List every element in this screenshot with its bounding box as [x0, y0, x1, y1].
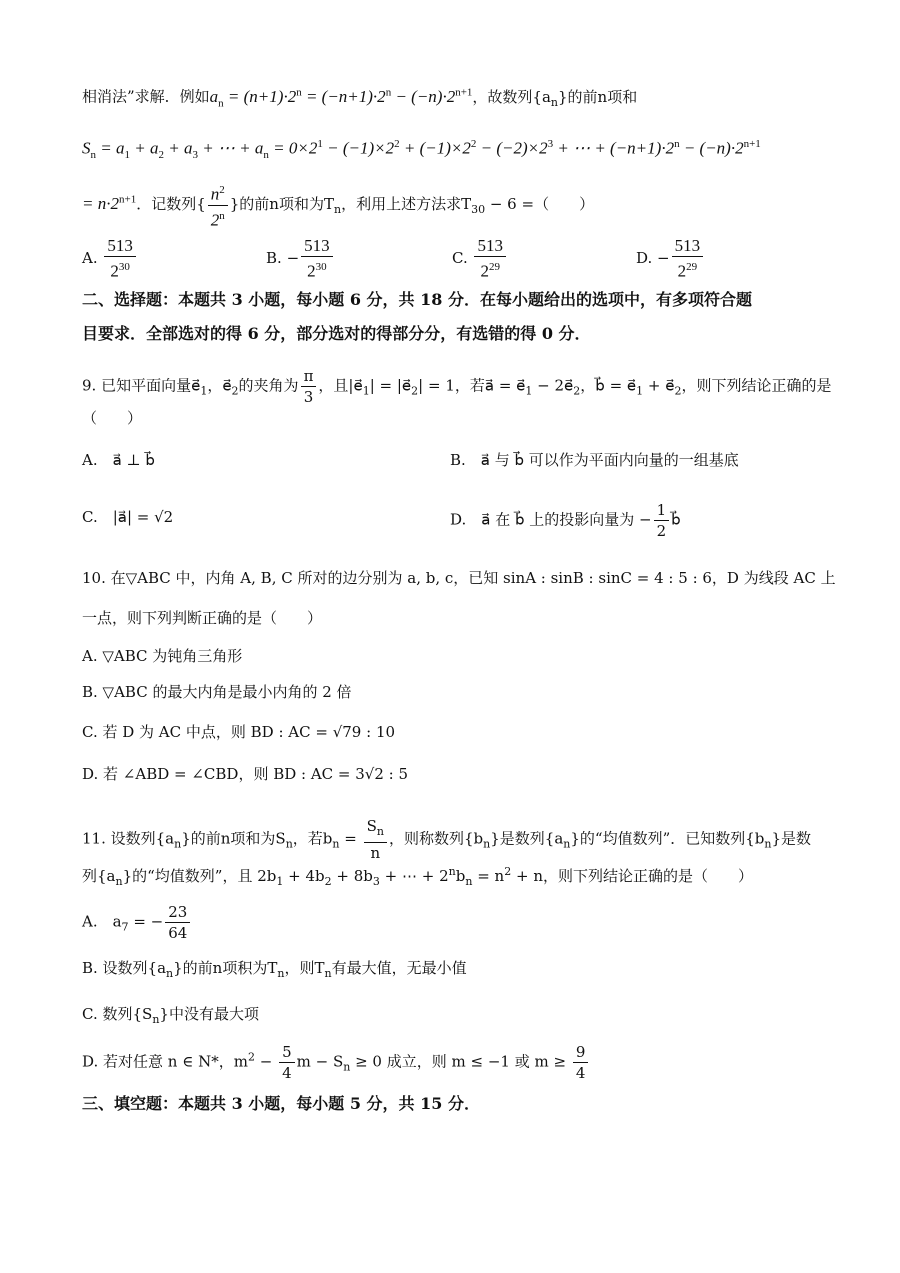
option-num: 513: [104, 236, 136, 257]
q9-option-c[interactable]: C. |a⃗| = √2: [82, 508, 174, 526]
option-den: $2^{30}$: [110, 261, 130, 281]
q8-option-b[interactable]: [266, 236, 335, 282]
q11-option-a[interactable]: A. $a_7$ = − $\frac{23}{64}$: [82, 902, 192, 943]
q9-option-d[interactable]: D. a⃗ 在 b⃗ 上的投影向量为 − $\frac{1}{2}$ b⃗: [450, 501, 681, 540]
option-num: 513: [672, 236, 704, 257]
q8-text-tail: ，故数列$\{a_n\}$的前n项和: [472, 87, 638, 109]
option-num: 513: [474, 236, 506, 257]
q9-option-b[interactable]: B. a⃗ 与 b⃗ 可以作为平面内向量的一组基底: [450, 451, 739, 469]
option-den: $2^{29}$: [677, 261, 698, 281]
option-fraction: [672, 236, 704, 282]
q10-option-a[interactable]: A. ▽ABC 为钝角三角形: [82, 647, 243, 665]
section2-heading-1: 二、选择题：本题共 3 小题，每小题 6 分，共 18 分．在每小题给出的选项中，有多项符合题: [82, 290, 752, 309]
section3-heading: 三、填空题：本题共 3 小题，每小题 5 分，共 15 分．: [82, 1094, 480, 1113]
q11-option-d[interactable]: D. 若对任意 n ∈ N*，$m^2$ − $\frac{5}{4}$ $m - S_n \ge 0$ 成立，则 m ≤ −1 或 m ≥ $\frac{9}{4}$: [82, 1042, 590, 1083]
q10-stem-2: 一点，则下列判断正确的是（ ）: [82, 609, 323, 627]
q8-text: 相消法”求解．例如: [82, 87, 210, 106]
option-den: $2^{30}$: [307, 261, 327, 281]
option-den: $2^{29}$: [480, 261, 500, 281]
q11-option-c[interactable]: C. 数列$\{S_n\}$中没有最大项: [82, 1005, 259, 1026]
q8-option-a[interactable]: [82, 236, 138, 282]
q8-text-mid: ．记数列{: [136, 195, 206, 214]
option-sign: −: [657, 248, 670, 267]
q9-stem: 9. 已知平面向量$e⃗_1$，$e⃗_2$的夹角为 $\frac{\pi}{3}$ ，且$|e⃗_1|$ = $|e⃗_2| = 1$，若a⃗ = $e⃗_1$ − $2e⃗_2$，b⃗ = $e⃗_1$ + $e⃗_2$，则下列结论正确的是: [82, 367, 832, 406]
q10-option-b[interactable]: B. ▽ABC 的最大内角是最小内角的 2 倍: [82, 683, 352, 701]
q8-formula-sn: $S_n = a_1 + a_2 + a_3$ + ⋯ + $a_n = 0\times 2^1 - (-1)\times 2^2 + (-1)\times 2^2 - (-2)\times 2^3$ + ⋯ + $(-n+1)\cdot 2^n - (-n)\cdot 2^{n+1}$: [82, 138, 761, 162]
q10-stem-1: 10. 在▽ABC 中，内角 A, B, C 所对的边分别为 a, b, c，已知 sinA : sinB : sinC = 4 : 5 : 6，D 为线段 AC 上: [82, 569, 836, 587]
q8-question: }的前n项和为$T_n$，利用上述方法求$T_{30} - 6$ =（ ）: [229, 195, 595, 217]
q11-option-b[interactable]: B. 设数列$\{a_n\}$的前n项积为$T_n$，则$T_n$有最大值，无最小值: [82, 959, 467, 980]
q10-option-d[interactable]: D. 若 ∠ABD = ∠CBD，则 BD : AC = 3√2 : 5: [82, 765, 409, 783]
option-sign: −: [286, 248, 300, 267]
q9-option-a[interactable]: A. a⃗ ⊥ b⃗: [82, 451, 155, 469]
option-num: 513: [301, 236, 333, 257]
option-label: A.: [82, 248, 103, 267]
option-fraction: [104, 236, 136, 282]
option-fraction: [301, 236, 333, 282]
option-fraction: [474, 236, 506, 282]
q10-option-c[interactable]: C. 若 D 为 AC 中点，则 BD : AC = √79 : 10: [82, 723, 396, 741]
q11-stem-2: 列$\{a_n\}$的“均值数列”，且 $2b_1 + 4b_2 + 8b_3$ + ⋯ + $2^nb_n = n^2 + n$，则下列结论正确的是（ ）: [82, 865, 753, 888]
q8-option-d[interactable]: [636, 236, 705, 282]
q8-frac-den: 2$^n$: [210, 209, 225, 230]
q8-fraction: [208, 180, 228, 230]
q11-stem-1: 11. 设数列$\{a_n\}$的前n项和为$S_n$，若$b_n$ = $\frac{S_n}{n}$ ，则称数列$\{b_n\}$是数列$\{a_n\}$的“均值数列”．已知数列$\{b_n\}$是数: [82, 817, 812, 862]
q8-option-c[interactable]: [452, 236, 508, 282]
option-label: B.: [266, 248, 287, 267]
q8-line-1: [82, 82, 637, 113]
q8-formula-an: $a_n = (n+1)\cdot 2^n = (-n+1)\cdot 2^n - (-n)\cdot 2^{n+1}$: [209, 86, 473, 110]
option-label: C.: [452, 248, 473, 267]
q9-paren: （ ）: [82, 409, 143, 427]
option-label: D.: [636, 248, 658, 267]
q8-sum-result: = $n\cdot 2^{n+1}$: [82, 193, 137, 214]
section2-heading-2: 目要求．全部选对的得 6 分，部分选对的得部分分，有选错的得 0 分．: [82, 324, 591, 343]
q8-line-3: [82, 180, 594, 230]
q8-frac-num: $n^2$: [208, 180, 228, 206]
